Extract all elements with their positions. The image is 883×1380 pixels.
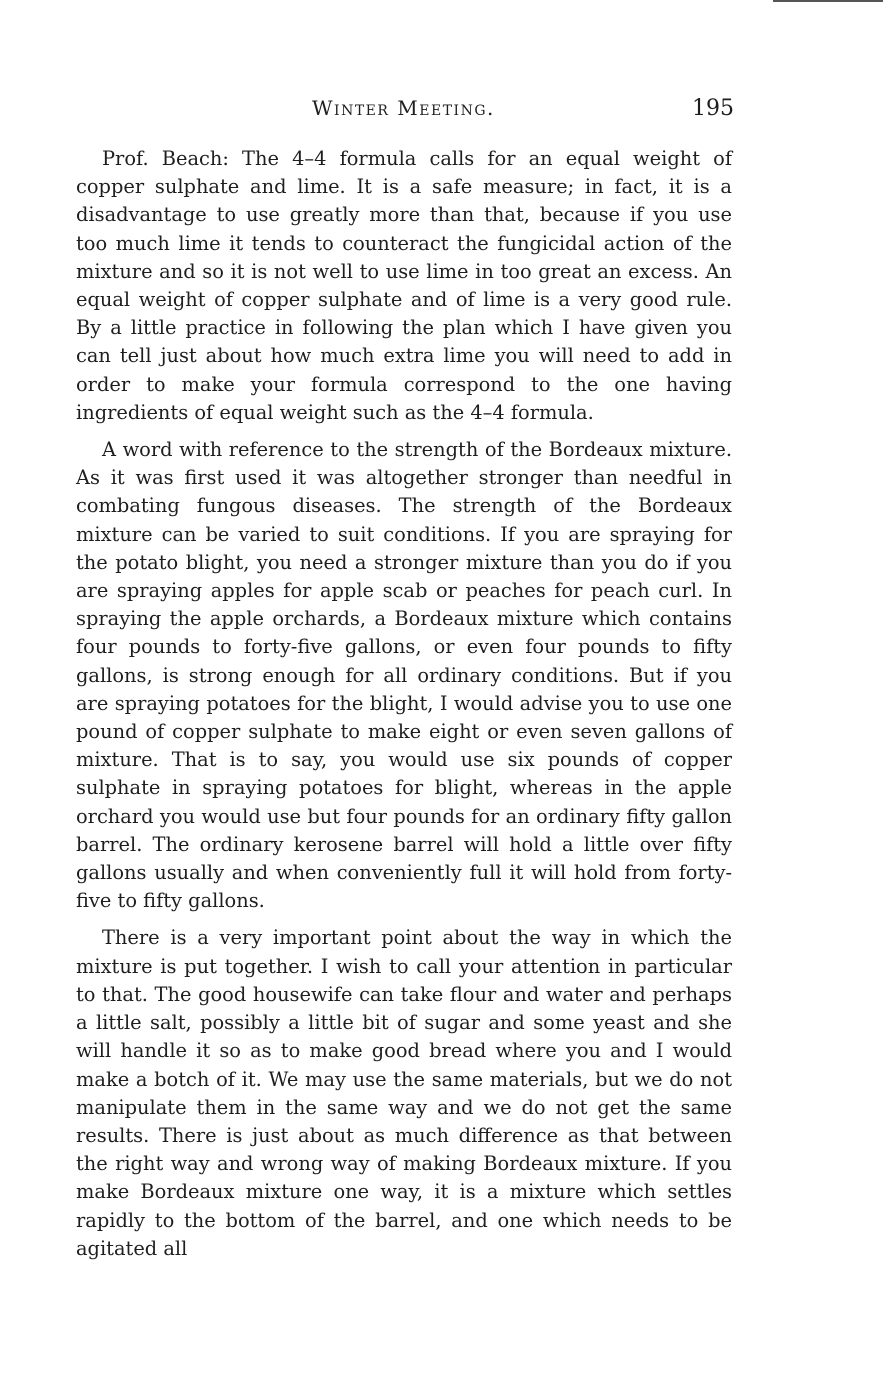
page-header (80, 92, 734, 128)
page-edge-line (773, 0, 883, 2)
paragraph: Prof. Beach: The 4–4 formula calls for an equal weight of copper sulphate and lime. It is a safe measure; in fact, it is a disadvantage to use greatly more than that, because if you use too much lime it tends to counteract the fungicidal action of the mixture and so it is not well to use lime in too great an excess. An equal weight of copper sulphate and of lime is a very good rule. By a little practice in following the plan which I have given you can tell just about how much extra lime you will need to add in order to make your formula correspond to the one having ingredients of equal weight such as the 4–4 formula. (76, 147, 732, 424)
paragraph: There is a very important point about the way in which the mixture is put together. I wish to call your attention in particular to that. The good housewife can take flour and water and perhaps a little salt, possibly a little bit of sugar and some yeast and she will handle it so as to make good bread where you and I would make a botch of it. We may use the same materials, but we do not manipulate them in the same way and we do not get the same results. There is just about as much difference as that between the right way and wrong way of making Bordeaux mixture. If you make Bordeaux mixture one way, it is a mixture which settles rapidly to the bottom of the barrel, and one which needs to be agitated all (76, 926, 732, 1260)
body-text (76, 145, 732, 1272)
page-number: 195 (692, 96, 734, 121)
paragraph: A word with reference to the strength of the Bordeaux mixture. As it was first used it was altogether stronger than needful in combating fungous diseases. The strength of the Bordeaux mixture can be varied to suit conditions. If you are spraying for the potato blight, you need a stronger mixture than you do if you are spraying apples for apple scab or peaches for peach curl. In spraying the apple orchards, a Bordeaux mixture which contains four pounds to forty-five gallons, or even four pounds to fifty gallons, is strong enough for all ordinary conditions. But if you are spraying potatoes for the blight, I would advise you to use one pound of copper sulphate to make eight or even seven gallons of mixture. That is to say, you would use six pounds of copper sulphate in spraying potatoes for blight, whereas in the apple orchard you would use but four pounds for an ordinary fifty gallon barrel. The ordinary kerosene barrel will hold a little over fifty gallons usually and when conveniently full it will hold from forty-five to fifty gallons. (76, 438, 732, 913)
running-head: Winter Meeting. (312, 96, 495, 120)
